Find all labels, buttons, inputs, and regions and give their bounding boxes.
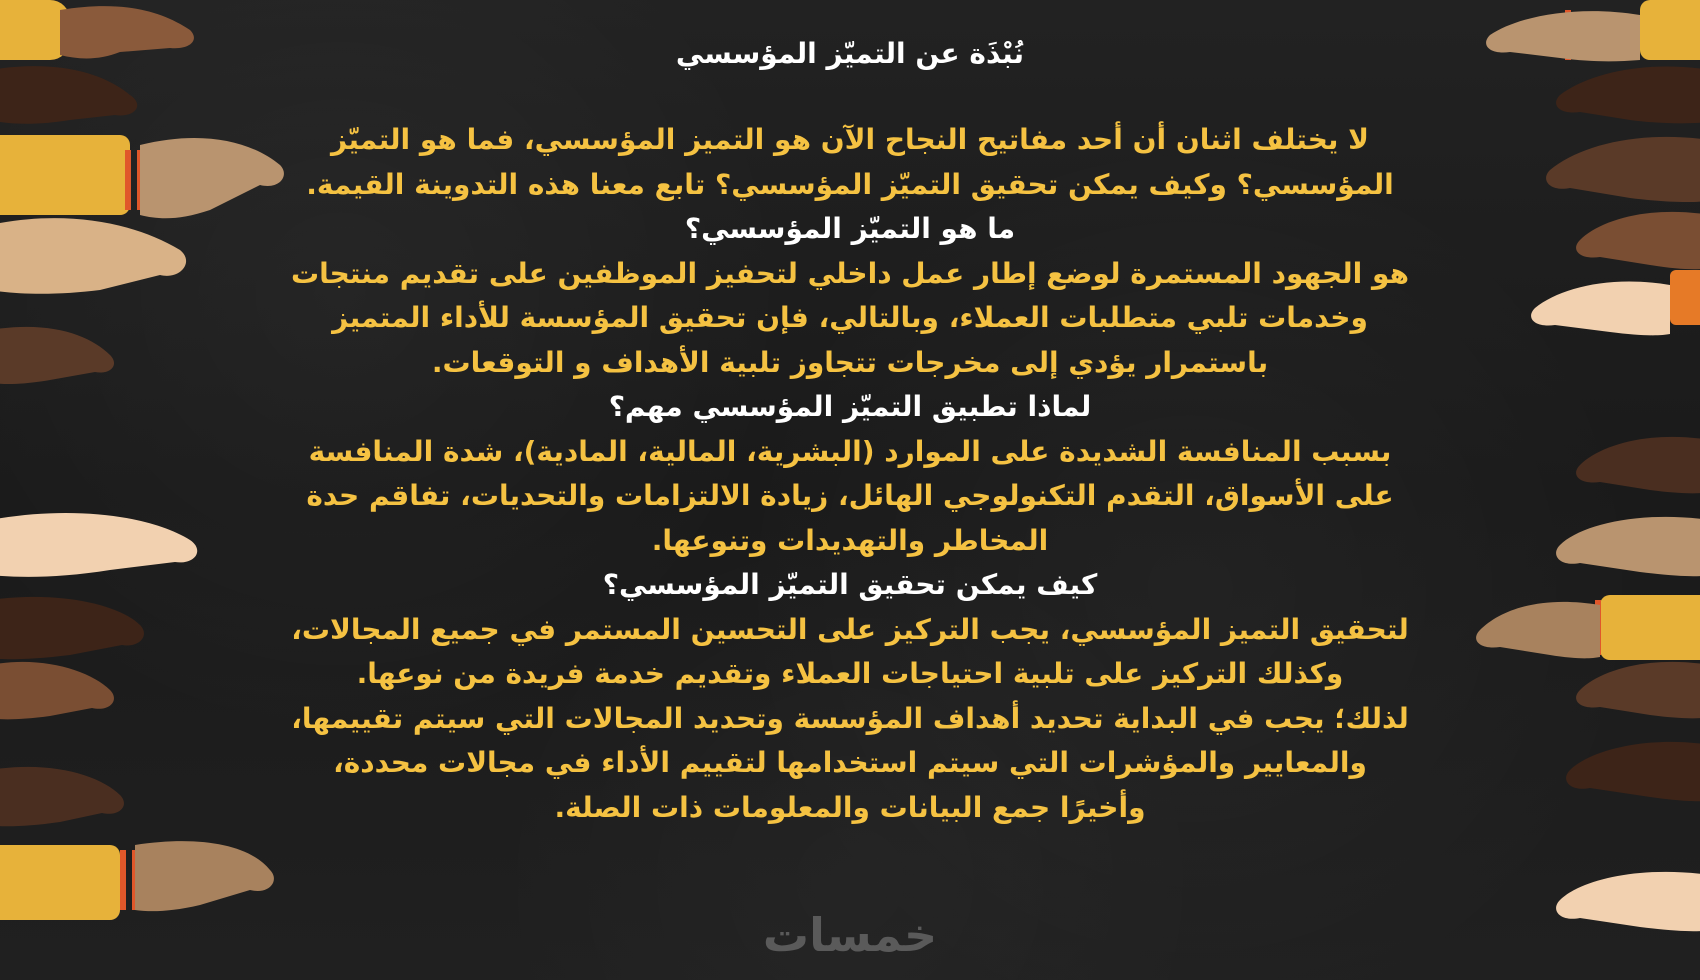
right-hand-8 xyxy=(1476,595,1700,660)
definition-paragraph: هو الجهود المستمرة لوضع إطار عمل داخلي لتحفيز الموظفين على تقديم منتجات وخدمات تلبي متطلبات العملاء، وبالتالي، فإن تحقيق المؤسسة للأداء المتميز باستمرار يؤدي إلى مخرجات تتجاوز تلبية الأهداف و التوقعات. xyxy=(290,256,1409,379)
right-hand-11 xyxy=(1556,872,1700,931)
right-hand-3 xyxy=(1546,137,1700,202)
section-heading-how: كيف يمكن تحقيق التميّز المؤسسي؟ xyxy=(602,568,1098,601)
right-hand-5 xyxy=(1531,270,1700,335)
section-heading-what: ما هو التميّز المؤسسي؟ xyxy=(684,212,1016,245)
right-hand-9 xyxy=(1576,662,1700,718)
left-hand-10 xyxy=(0,841,274,920)
left-hand-2 xyxy=(0,66,137,124)
left-hand-6 xyxy=(0,513,197,577)
article-content xyxy=(290,28,1410,908)
left-hand-7 xyxy=(0,597,144,659)
article-title: نُبْذَة عن التميّز المؤسسي xyxy=(675,37,1025,70)
intro-paragraph: لا يختلف اثنان أن أحد مفاتيح النجاح الآن هو التميز المؤسسي، فما هو التميّز المؤسسي؟ وكيف يمكن تحقيق التميّز المؤسسي؟ تابع معنا هذه التدوينة القيمة. xyxy=(306,123,1394,201)
left-hand-1 xyxy=(0,0,194,60)
how-paragraph: لتحقيق التميز المؤسسي، يجب التركيز على التحسين المستمر في جميع المجالات، وكذلك التركيز على تلبية احتياجات العملاء وتقديم خدمة فريدة من نوعها. xyxy=(291,612,1409,690)
left-hand-8 xyxy=(0,662,114,719)
left-hand-4 xyxy=(0,218,186,294)
right-hand-4 xyxy=(1576,212,1700,269)
right-hand-7 xyxy=(1556,517,1700,576)
right-hand-6 xyxy=(1576,437,1700,493)
steps-paragraph: لذلك؛ يجب في البداية تحديد أهداف المؤسسة وتحديد المجالات التي سيتم تقييمها، والمعايير والمؤشرات التي سيتم استخدامها لتقييم الأداء في مجالات محددة، وأخيرًا جمع البيانات والمعلومات ذات الصلة. xyxy=(291,701,1409,824)
right-hand-2 xyxy=(1556,66,1700,123)
reasons-paragraph: بسبب المنافسة الشديدة على الموارد (البشرية، المالية، المادية)، شدة المنافسة على الأسواق، التقدم التكنولوجي الهائل، زيادة الالتزامات والتحديات، تفاقم حدة المخاطر والتهديدات وتنوعها. xyxy=(306,434,1394,557)
left-hand-3 xyxy=(0,135,284,218)
right-hand-10 xyxy=(1566,742,1700,801)
left-hand-5 xyxy=(0,327,114,384)
right-hand-1 xyxy=(1486,0,1700,61)
section-heading-why: لماذا تطبيق التميّز المؤسسي مهم؟ xyxy=(608,390,1092,423)
left-hand-9 xyxy=(0,767,124,826)
khamsat-logo: خمسات xyxy=(762,908,938,962)
